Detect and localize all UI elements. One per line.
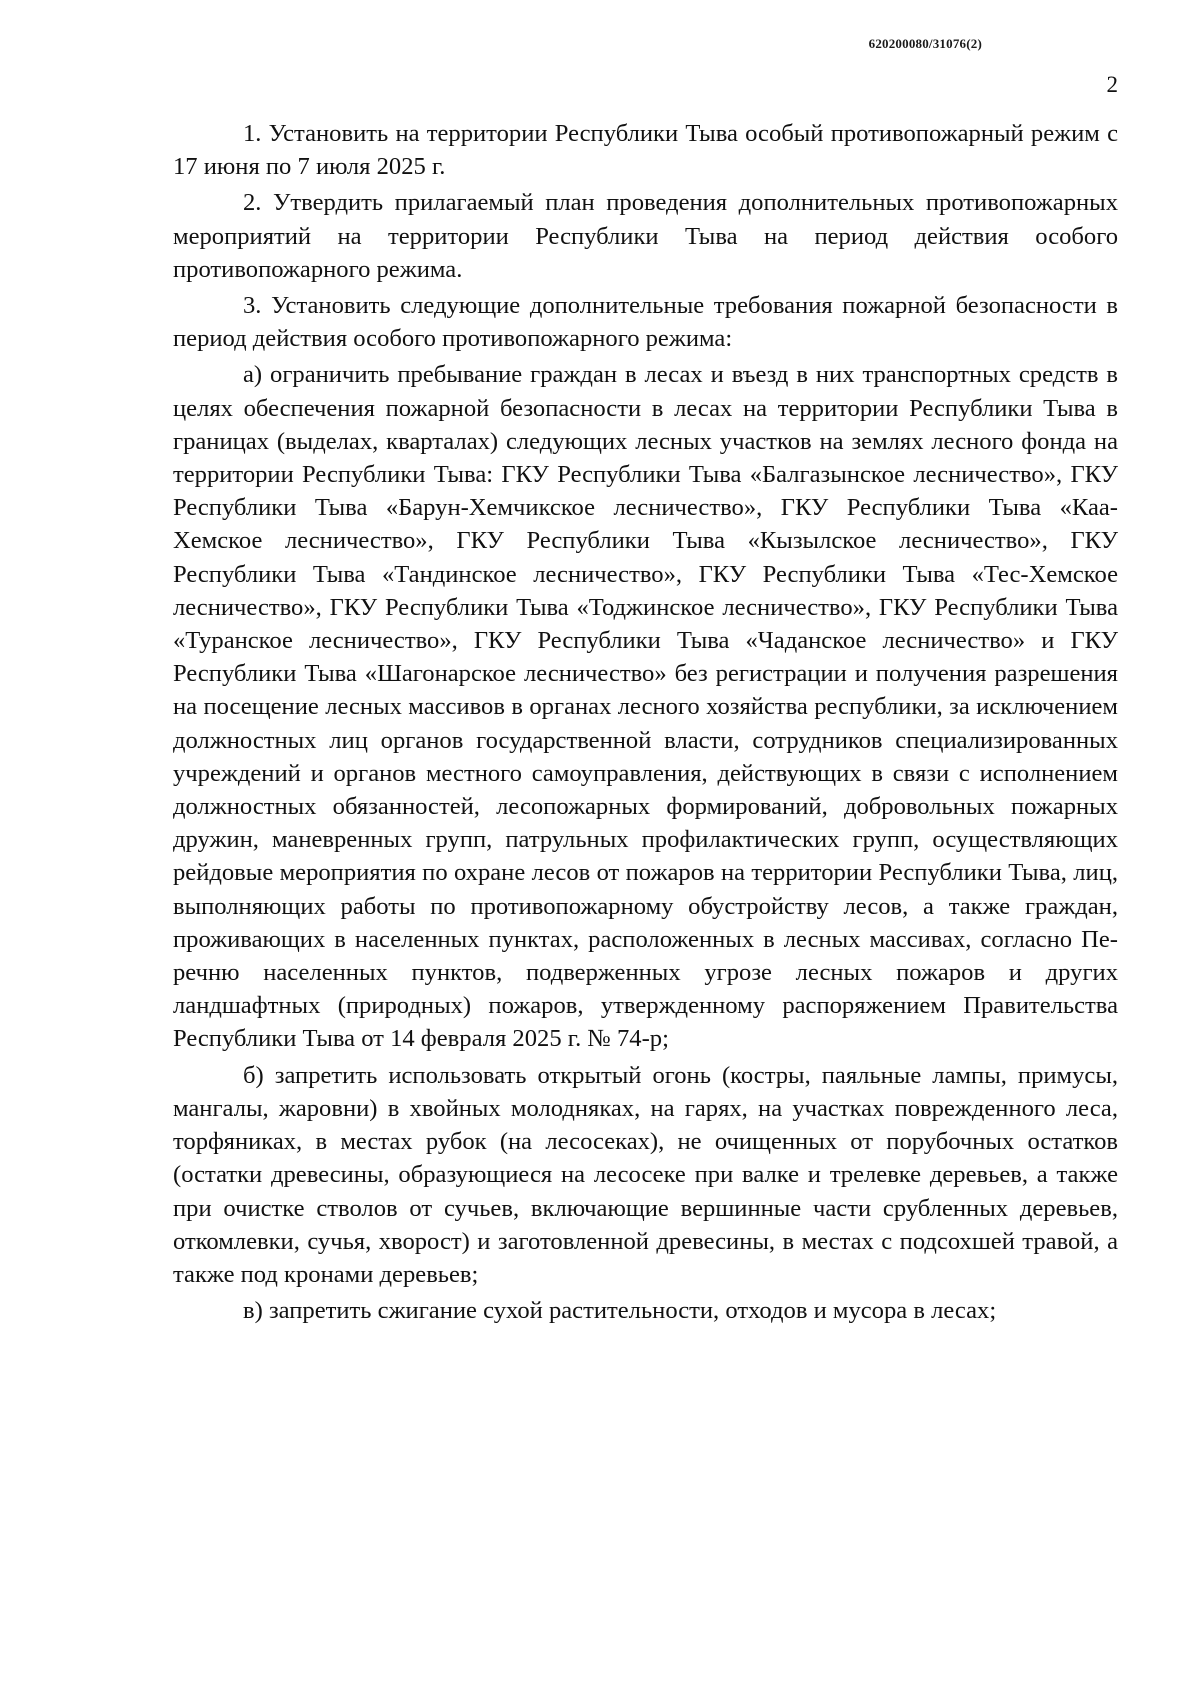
paragraph-1-special-fire-regime: 1. Установить на территории Республики Тыва особый противопожарный режим с 17 июня по 7 июля 2025 г.: [173, 120, 1118, 181]
document-registration-number: 620200080/31076(2): [868, 36, 982, 51]
document-body: [173, 117, 1118, 1327]
subparagraph-b-prohibit-open-fire: б) запретить использовать открытый огонь (костры, паяльные лампы, примусы, мангалы, жаровни) в хвойных молодняках, на гарях, на участках поврежденного леса, торфяниках, в местах рубок (на лесосеках), не очищенных от порубочных остатков (остатки древесины, образующиеся на лесосеке при валке и трелевке деревьев, а также при очистке стволов от сучьев, включающие вершинные части срубленных деревьев, откомлевки, сучья, хворост) и заготовленной древесины, в местах с подсохшей травой, а также под кронами деревьев;: [173, 1061, 1118, 1288]
paragraph-2-approve-plan: 2. Утвердить прилагаемый план проведения дополнительных противопожарных мероприятий на территории Республики Тыва на период действия особого противопожарного режима.: [173, 189, 1118, 283]
paragraph-3-additional-requirements: 3. Установить следующие дополнительные требования пожарной безопасности в период действия особого противопожарного режима:: [173, 292, 1118, 353]
subparagraph-a-restrict-forest-access: а) ограничить пребывание граждан в лесах и въезд в них транспортных средств в целях обеспечения пожарной безопасности в лесах на территории Республики Тыва в границах (выделах, кварталах) следующих лесных участков на землях лесного фонда на территории Республики Тыва: ГКУ Республики Тыва «Балгазынское лесничество», ГКУ Республики Тыва «Барун-Хемчикское лесничество», ГКУ Республики Тыва «Каа-Хемское лесничество», ГКУ Республики Тыва «Кызылское лесничество», ГКУ Республики Тыва «Тандинское лесничество», ГКУ Республики Тыва «Тес-Хемское лесничество», ГКУ Республики Тыва «Тоджинское лесничество», ГКУ Республики Тыва «Туранское лесничество», ГКУ Республики Тыва «Чаданское лесничество» и ГКУ Республики Тыва «Шагонарское лесничество» без регистрации и получения разрешения на посещение лесных массивов в органах лесного хозяйства республики, за исключением должностных лиц органов государственной власти, сотрудников специализированных учреждений и органов местного самоуправления, действующих в связи с исполнением должностных обязанностей, лесопожарных формирований, добровольных пожарных дружин, маневренных групп, патрульных профилактических групп, осуществляющих рейдовые мероприятия по охране лесов от пожаров на территории Республики Тыва, лиц, выполняющих работы по противопожарному обустройству лесов, а также граждан, проживающих в населенных пунктах, расположенных в лесных массивах, согласно Перечню населенных пунктов, подверженных угрозе лесных пожаров и других ландшафтных (природных) пожаров, утвержденному распоряжением Правительства Республики Тыва от 14 февраля 2025 г. № 74-р;: [173, 361, 1118, 1053]
page-number: 2: [1106, 72, 1118, 97]
subparagraph-v-prohibit-burning: в) запретить сжигание сухой растительности, отходов и мусора в лесах;: [243, 1297, 997, 1325]
